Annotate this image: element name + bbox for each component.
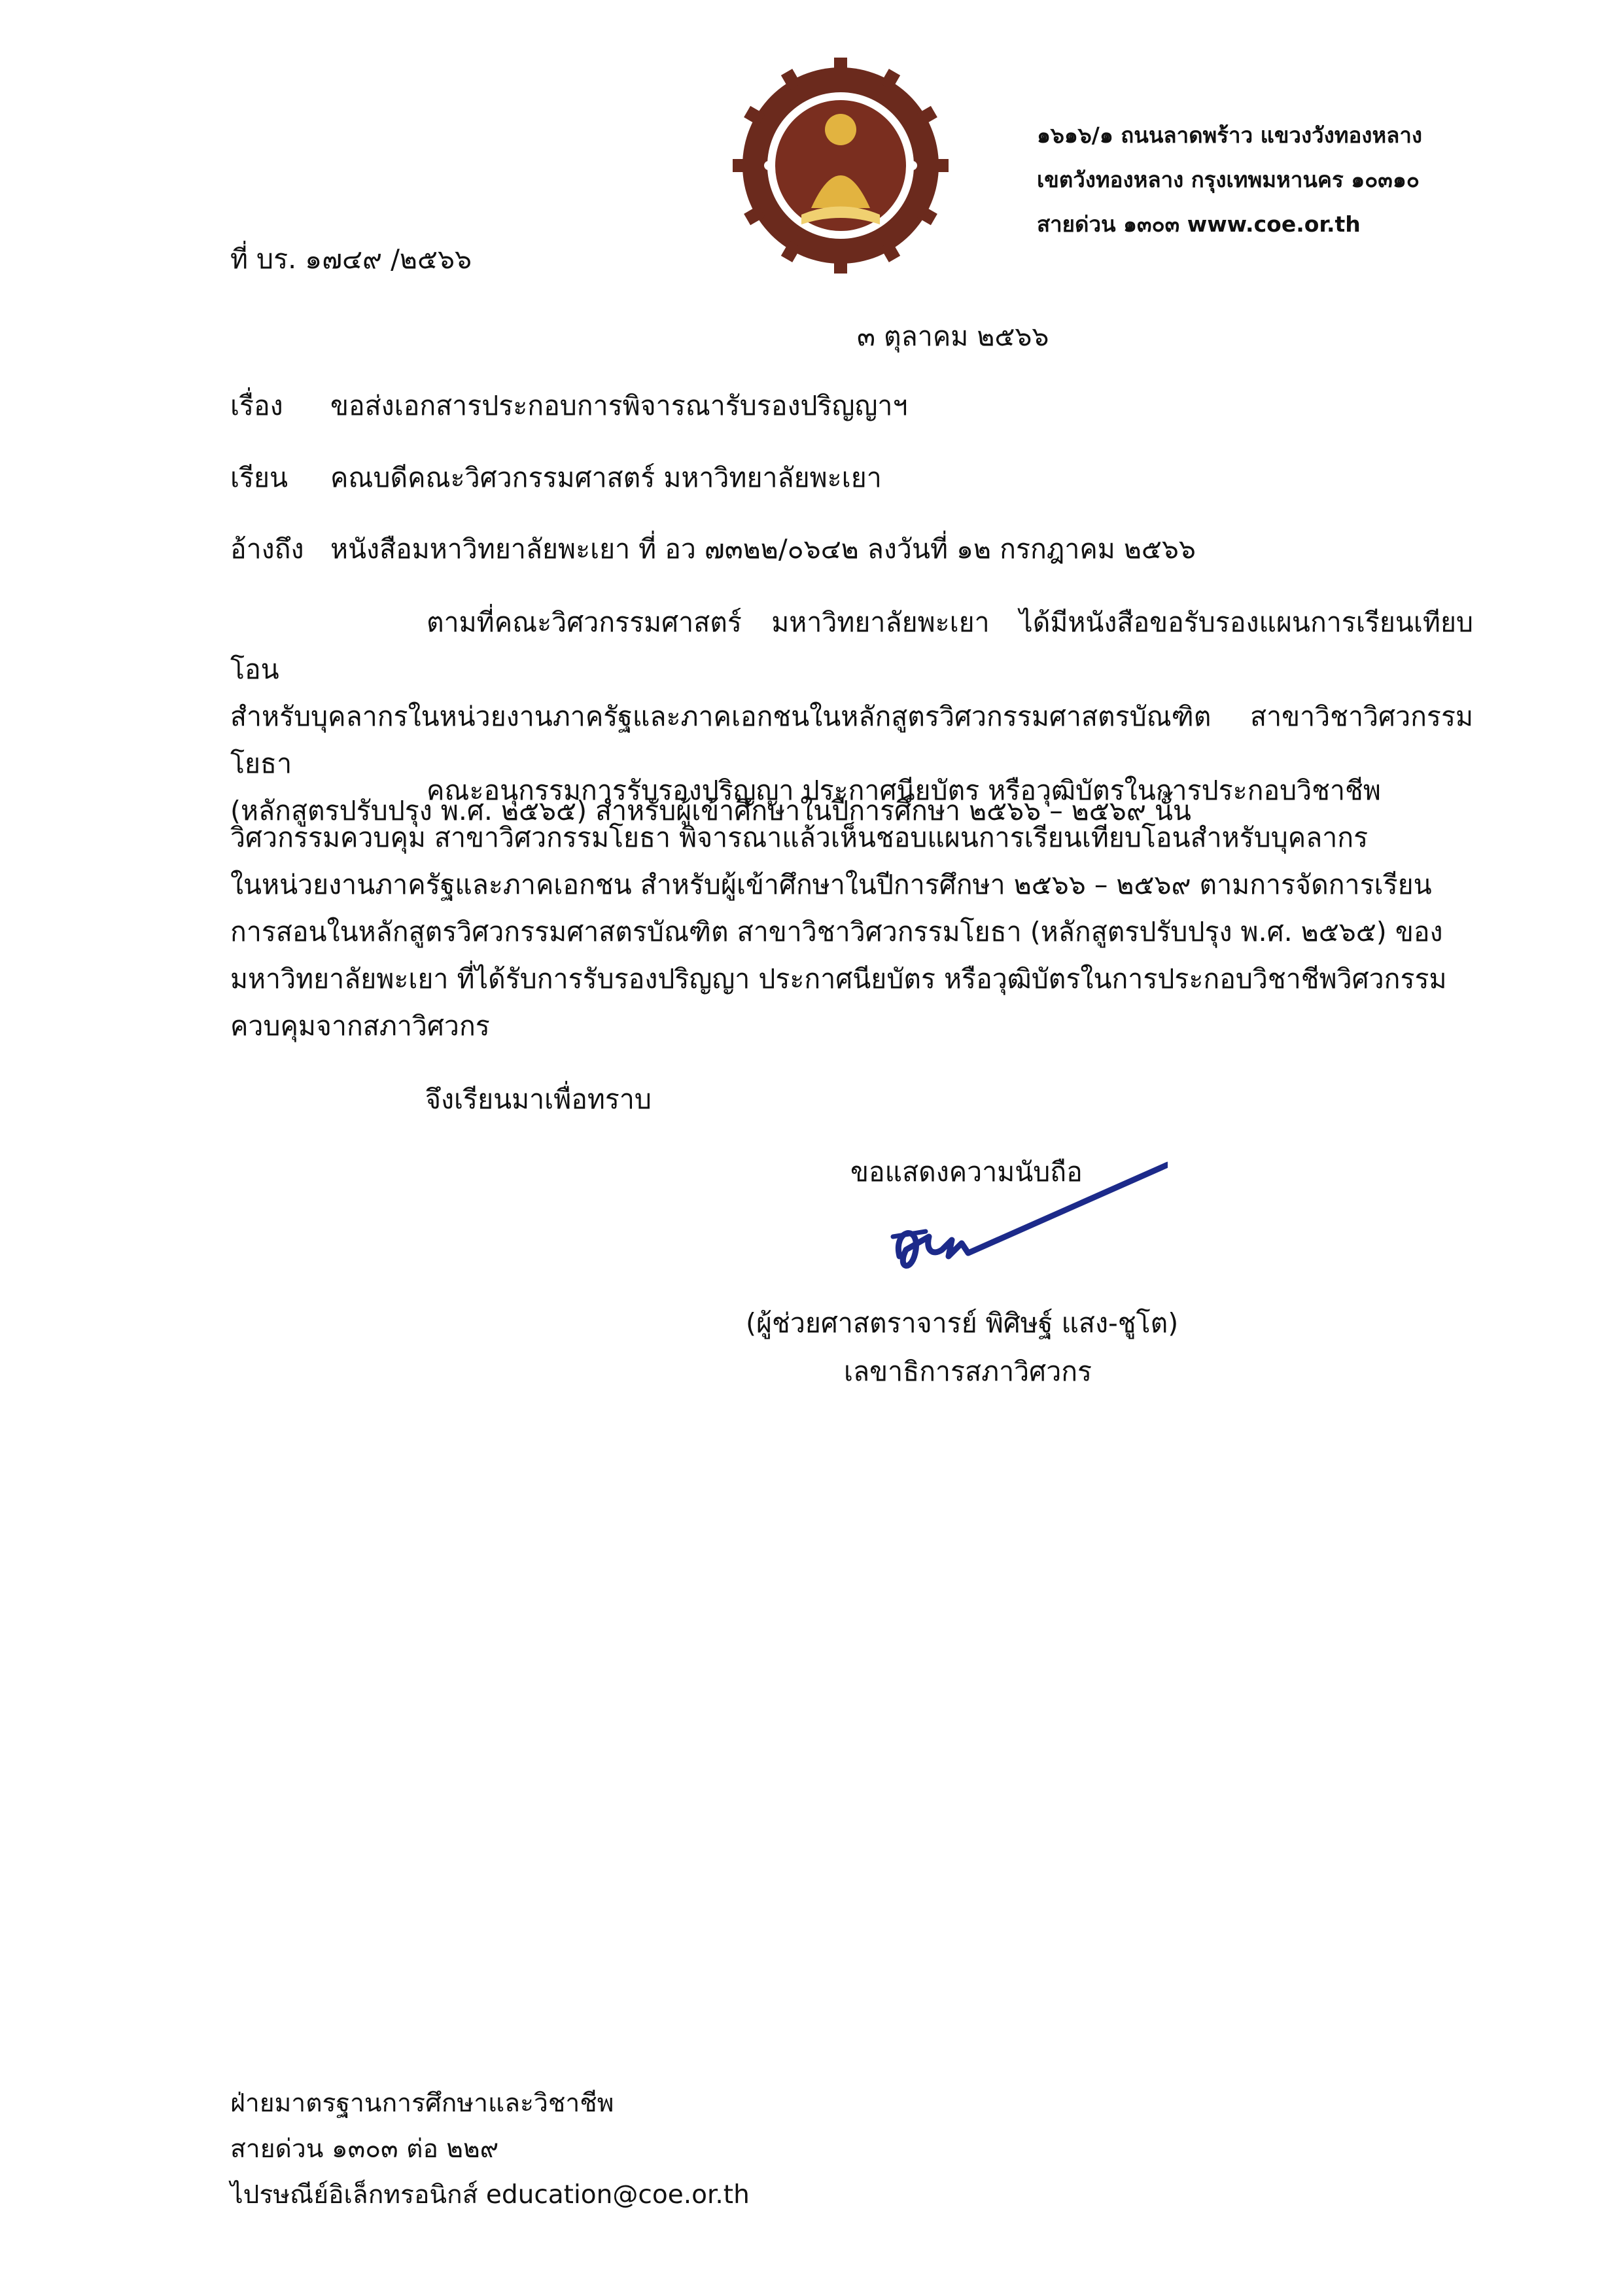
paragraph-line: วิศวกรรมควบคุม สาขาวิศวกรรมโยธา พิจารณาแล้วเห็นชอบแผนการเรียนเทียบโอนสำหรับบุคลากร [230,822,1369,853]
paragraph-line: สำหรับบุคลากรในหน่วยงานภาครัฐและภาคเอกชนในหลักสูตรวิศวกรรมศาสตรบัณฑิต สาขาวิชาวิศวกรรมโยธา [230,701,1473,779]
deity-head [825,114,856,145]
paragraph-line: มหาวิทยาลัยพะเยา ที่ได้รับการรับรองปริญญา ประกาศนียบัตร หรือวุฒิบัตรในการประกอบวิชาชีพวิศวกรรม [230,963,1447,995]
reference-label: อ้างถึง [230,533,304,565]
signer-title: เลขาธิการสภาวิศวกร [844,1356,1092,1387]
paragraph-line: คณะอนุกรรมการรับรองปริญญา ประกาศนียบัตร หรือวุฒิบัตรในการประกอบวิชาชีพ [427,775,1381,806]
address-line-3: สายด่วน ๑๓๐๓ www.coe.or.th [1037,211,1361,237]
paragraph-line: ควบคุมจากสภาวิศวกร [230,1010,490,1042]
ref-number: ที่ บร. ๑๗๔๙ /๒๕๖๖ [230,243,472,275]
address-line-1: ๑๖๑๖/๑ ถนนลาดพร้าว แขวงวังทองหลาง [1037,122,1423,148]
logo-dot-left [764,161,773,170]
paragraph-line: ตามที่คณะวิศวกรรมศาสตร์ มหาวิทยาลัยพะเยา ได้มีหนังสือขอรับรองแผนการเรียนเทียบโอน [230,607,1473,685]
sign-off: ขอแสดงความนับถือ [850,1156,1083,1188]
signature [880,1158,1168,1302]
signer-name: (ผู้ช่วยศาสตราจารย์ พิศิษฐ์ แสง-ชูโต) [746,1307,1179,1339]
logo-dot-right [908,161,917,170]
address-line-2: เขตวังทองหลาง กรุงเทพมหานคร ๑๐๓๑๐ [1037,167,1420,192]
subject-value: ขอส่งเอกสารประกอบการพิจารณารับรองปริญญาฯ [330,390,908,421]
paragraph-line: การสอนในหลักสูตรวิศวกรรมศาสตรบัณฑิต สาขาวิชาวิศวกรรมโยธา (หลักสูตรปรับปรุง พ.ศ. ๒๕๖๕) ของ [230,916,1443,947]
coe-logo [733,58,949,274]
closing-line: จึงเรียนมาเพื่อทราบ [425,1084,652,1115]
body-paragraph-2 [230,767,1473,1050]
paragraph-line: ในหน่วยงานภาครัฐและภาคเอกชน สำหรับผู้เข้าศึกษาในปีการศึกษา ๒๕๖๖ – ๒๕๖๙ ตามการจัดการเรียน [230,869,1432,900]
subject-label: เรื่อง [230,390,283,421]
paragraph-line: (หลักสูตรปรับปรุง พ.ศ. ๒๕๖๕) สำหรับผู้เข้าศึกษาในปีการศึกษา ๒๕๖๖ – ๒๕๖๙ นั้น [230,795,1191,826]
footer-email[interactable]: ไปรษณีย์อิเล็กทรอนิกส์ education@coe.or.th [230,2180,750,2210]
footer-department: ฝ่ายมาตรฐานการศึกษาและวิชาชีพ [230,2089,614,2118]
footer-hotline: สายด่วน ๑๓๐๓ ต่อ ๒๒๙ [230,2134,499,2164]
to-value: คณบดีคณะวิศวกรรมศาสตร์ มหาวิทยาลัยพะเยา [330,462,882,493]
to-label: เรียน [230,462,288,493]
letter-date: ๓ ตุลาคม ๒๕๖๖ [857,321,1049,352]
reference-value: หนังสือมหาวิทยาลัยพะเยา ที่ อว ๗๓๒๒/๐๖๔๒ ลงวันที่ ๑๒ กรกฎาคม ๒๕๖๖ [330,533,1196,565]
